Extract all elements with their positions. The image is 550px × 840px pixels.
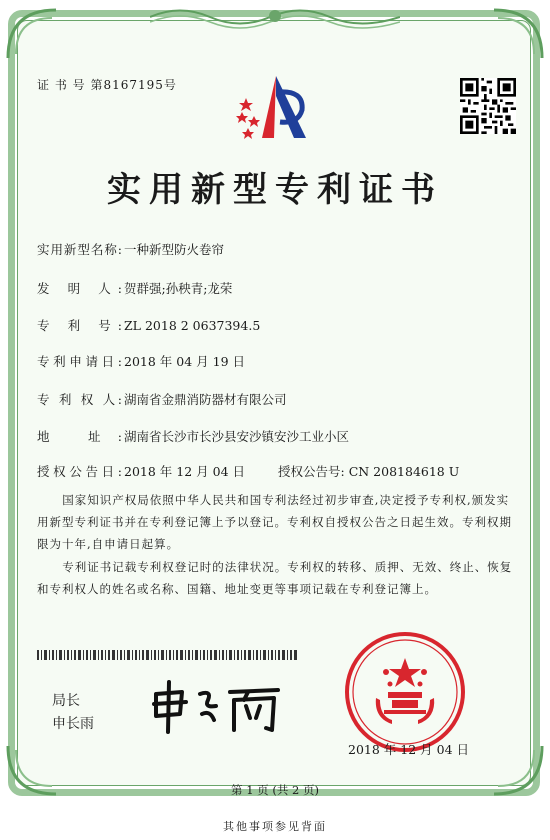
- field-address: [37, 427, 349, 445]
- field-grant-number: [278, 462, 459, 480]
- field-utility-model-name: [37, 240, 224, 258]
- field-value: 湖南省长沙市长沙县安沙镇安沙工业小区: [124, 429, 350, 444]
- field-value: 贺群强;孙秧青;龙荣: [124, 281, 233, 296]
- field-value: 2018 年 04 月 19 日: [124, 354, 245, 369]
- certificate-title: 实用新型专利证书: [107, 170, 443, 210]
- field-value: 2018 年 12 月 04 日: [124, 464, 245, 479]
- corner-ornament-tr: [488, 4, 548, 64]
- field-label: 授权公告号:: [278, 464, 345, 479]
- field-grant-date: [37, 462, 245, 480]
- page-number: 第 1 页 (共 2 页): [231, 783, 319, 797]
- field-label: 地 址:: [37, 429, 122, 444]
- field-label: 授权公告日:: [37, 464, 122, 479]
- field-label: 专 利 号:: [37, 318, 122, 333]
- field-value: 湖南省金鼎消防器材有限公司: [124, 392, 287, 407]
- certificate-number: 证 书 号 第8167195号: [37, 78, 177, 92]
- barcode: [37, 650, 297, 660]
- field-label: 专 利 权 人:: [37, 392, 122, 407]
- field-inventors: [37, 279, 232, 297]
- handwritten-signature: [150, 680, 290, 736]
- qr-code: [460, 78, 516, 134]
- field-patentee: [37, 390, 287, 408]
- seal-date: 2018 年 12 月 04 日: [348, 742, 469, 757]
- patent-office-logo: [232, 72, 318, 146]
- signatory-title: 局长: [52, 693, 80, 709]
- field-label: 实用新型名称:: [37, 242, 122, 257]
- field-application-date: [37, 352, 245, 370]
- bottom-note: 其他事项参见背面: [223, 820, 327, 833]
- field-value: ZL 2018 2 0637394.5: [124, 318, 261, 333]
- statement-paragraph-1: 国家知识产权局依照中华人民共和国专利法经过初步审查,决定授予专利权,颁发实用新型专利证书并在专利登记簿上予以登记。专利权自授权公告之日起生效。专利权期限为十年,自申请日起算。: [37, 493, 512, 551]
- field-patent-number: [37, 316, 260, 334]
- statement-paragraph-2: 专利证书记载专利权登记时的法律状况。专利权的转移、质押、无效、终止、恢复和专利权人的姓名或名称、国籍、地址变更等事项记载在专利登记簿上。: [37, 560, 513, 596]
- field-value: 一种新型防火卷帘: [124, 242, 225, 257]
- corner-ornament-tl: [2, 4, 62, 64]
- signatory-name: 申长雨: [52, 716, 94, 732]
- field-label: 专利申请日:: [37, 354, 122, 369]
- field-value: CN 208184618 U: [348, 464, 460, 479]
- top-ornament: [150, 4, 400, 30]
- field-label: 发 明 人:: [37, 281, 122, 296]
- official-seal: [330, 628, 480, 756]
